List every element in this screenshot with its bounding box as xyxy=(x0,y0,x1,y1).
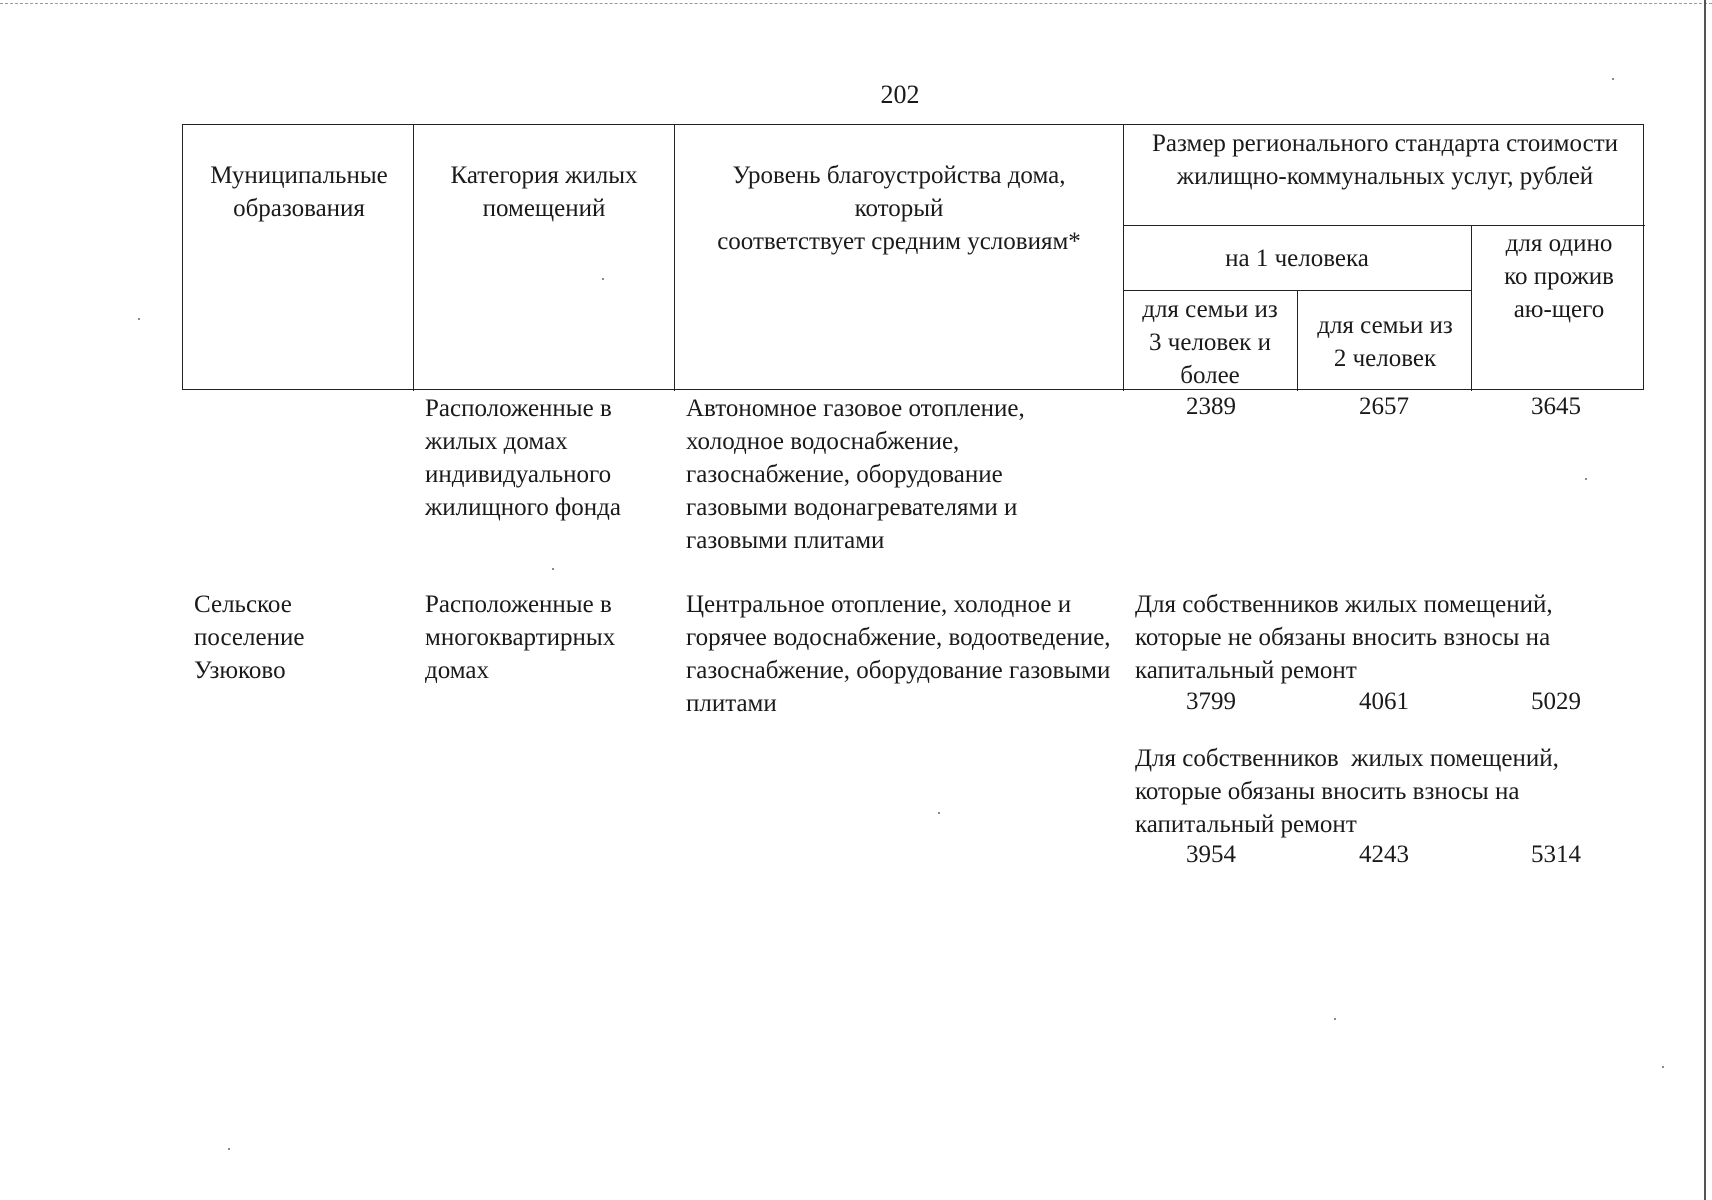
divider-municipal-category xyxy=(413,125,414,391)
scan-speck xyxy=(1585,478,1587,480)
row2-group2-family3-value: 3954 xyxy=(1186,841,1236,868)
row1-family3-value: 2389 xyxy=(1186,393,1236,420)
scan-edge-top xyxy=(0,3,1712,4)
table-header xyxy=(182,124,1644,390)
row2-group1-single-value: 5029 xyxy=(1531,688,1581,715)
scan-speck xyxy=(228,1148,230,1150)
page-number: 202 xyxy=(880,80,920,109)
header-family3: для семьи из 3 человек и более xyxy=(1142,296,1278,389)
row2-group2-single-value: 5314 xyxy=(1531,841,1581,868)
row2-group1-family3-value: 3799 xyxy=(1186,688,1236,715)
header-category: Категория жилых помещений xyxy=(450,162,638,222)
row2-group2-note: Для собственников жилых помещений, которые обязаны вносить взносы на капитальный ремонт xyxy=(1135,745,1566,838)
header-single: для одиноко проживаю-щего xyxy=(1504,230,1614,323)
row2-category: Расположенные в многоквартирных домах xyxy=(425,591,616,684)
header-level xyxy=(681,159,1117,258)
header-municipal: Муниципальные образования xyxy=(210,162,388,222)
row1-category: Расположенные в жилых домах индивидуального жилищного фонда xyxy=(425,395,621,521)
scan-speck xyxy=(138,318,140,320)
scan-speck xyxy=(1662,1066,1664,1068)
divider-family3-family2 xyxy=(1297,290,1298,391)
divider-perperson-single xyxy=(1471,226,1472,391)
header-per-person: на 1 человека xyxy=(1225,245,1369,272)
divider-standard-sub xyxy=(1123,225,1645,226)
row2-group1-family2-value: 4061 xyxy=(1359,688,1409,715)
scan-edge-right xyxy=(1704,0,1706,1200)
row2-group2-family2-value: 4243 xyxy=(1359,841,1409,868)
scan-speck xyxy=(1334,1018,1336,1020)
header-level-line2: соответствует средним условиям* xyxy=(717,228,1081,255)
scan-speck xyxy=(552,568,554,570)
header-standard: Размер регионального стандарта стоимости жилищно-коммунальных услуг, рублей xyxy=(1151,130,1619,190)
row2-municipal: Сельское поселение Узюково xyxy=(194,591,305,684)
scan-speck xyxy=(1612,78,1614,80)
row2-group1-note: Для собственников жилых помещений, которые не обязаны вносить взносы на капитальный ремонт xyxy=(1135,591,1553,684)
row1-single-value: 3645 xyxy=(1531,393,1581,420)
scan-speck xyxy=(602,278,604,280)
divider-perperson-sub xyxy=(1123,290,1471,291)
scan-speck xyxy=(938,812,940,814)
divider-level-standard xyxy=(1123,125,1124,391)
header-family2: для семьи из 2 человек xyxy=(1317,312,1453,372)
row1-family2-value: 2657 xyxy=(1359,393,1409,420)
divider-category-level xyxy=(674,125,675,391)
row2-level: Центральное отопление, холодное и горячее водоснабжение, водоотведение, газоснабжение, оборудование газовыми плитами xyxy=(686,591,1111,717)
header-level-line1: Уровень благоустройства дома, который xyxy=(732,162,1066,222)
row1-level: Автономное газовое отопление, холодное водоснабжение, газоснабжение, оборудование газовыми водонагревателями и газовыми плитами xyxy=(686,395,1025,554)
